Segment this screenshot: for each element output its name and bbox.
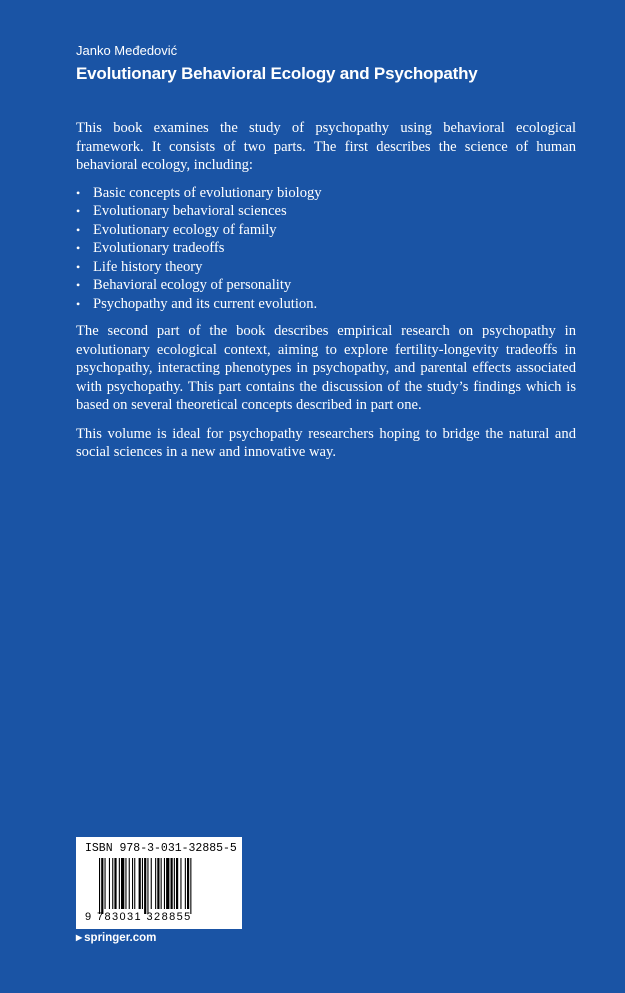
list-item: • Psychopathy and its current evolution. <box>76 295 576 314</box>
list-item: • Behavioral ecology of personality <box>76 276 576 295</box>
publisher-link[interactable] <box>76 932 156 944</box>
isbn-label: ISBN 978-3-031-32885-5 <box>85 842 237 855</box>
audience-paragraph: This volume is ideal for psychopathy researchers hoping to bridge the natural and social sciences in a new and innovative way. <box>76 425 576 460</box>
intro-paragraph: This book examines the study of psychopathy using behavioral ecological framework. It consists of two parts. The first describes the science of human behavioral ecology, including: <box>76 120 576 173</box>
book-title: Evolutionary Behavioral Ecology and Psychopathy <box>76 64 478 83</box>
list-item: • Evolutionary behavioral sciences <box>76 202 576 221</box>
research-paragraph: The second part of the book describes empirical research on psychopathy in evolutionary ecological context, aiming to explore fertility-longevity tradeoffs in psychopathy, interacting phenotypes in psychopathy, and parental effects associated with psychopathy. This part contains the discussion of the study’s findings which is based on several theoretical concepts described in part one. <box>76 323 576 413</box>
list-item: • Life history theory <box>76 258 576 277</box>
list-item: • Evolutionary tradeoffs <box>76 239 576 258</box>
arrow-right-icon: ▶ <box>76 933 83 942</box>
author-name: Janko Međedović <box>76 43 178 58</box>
description <box>76 119 576 462</box>
barcode-digits: 9 783031 328855 <box>85 911 192 923</box>
isbn-barcode <box>76 837 242 929</box>
list-item: • Evolutionary ecology of family <box>76 221 576 240</box>
topics-list <box>76 184 576 314</box>
list-item: • Basic concepts of evolutionary biology <box>76 184 576 203</box>
publisher-url: springer.com <box>84 932 157 944</box>
